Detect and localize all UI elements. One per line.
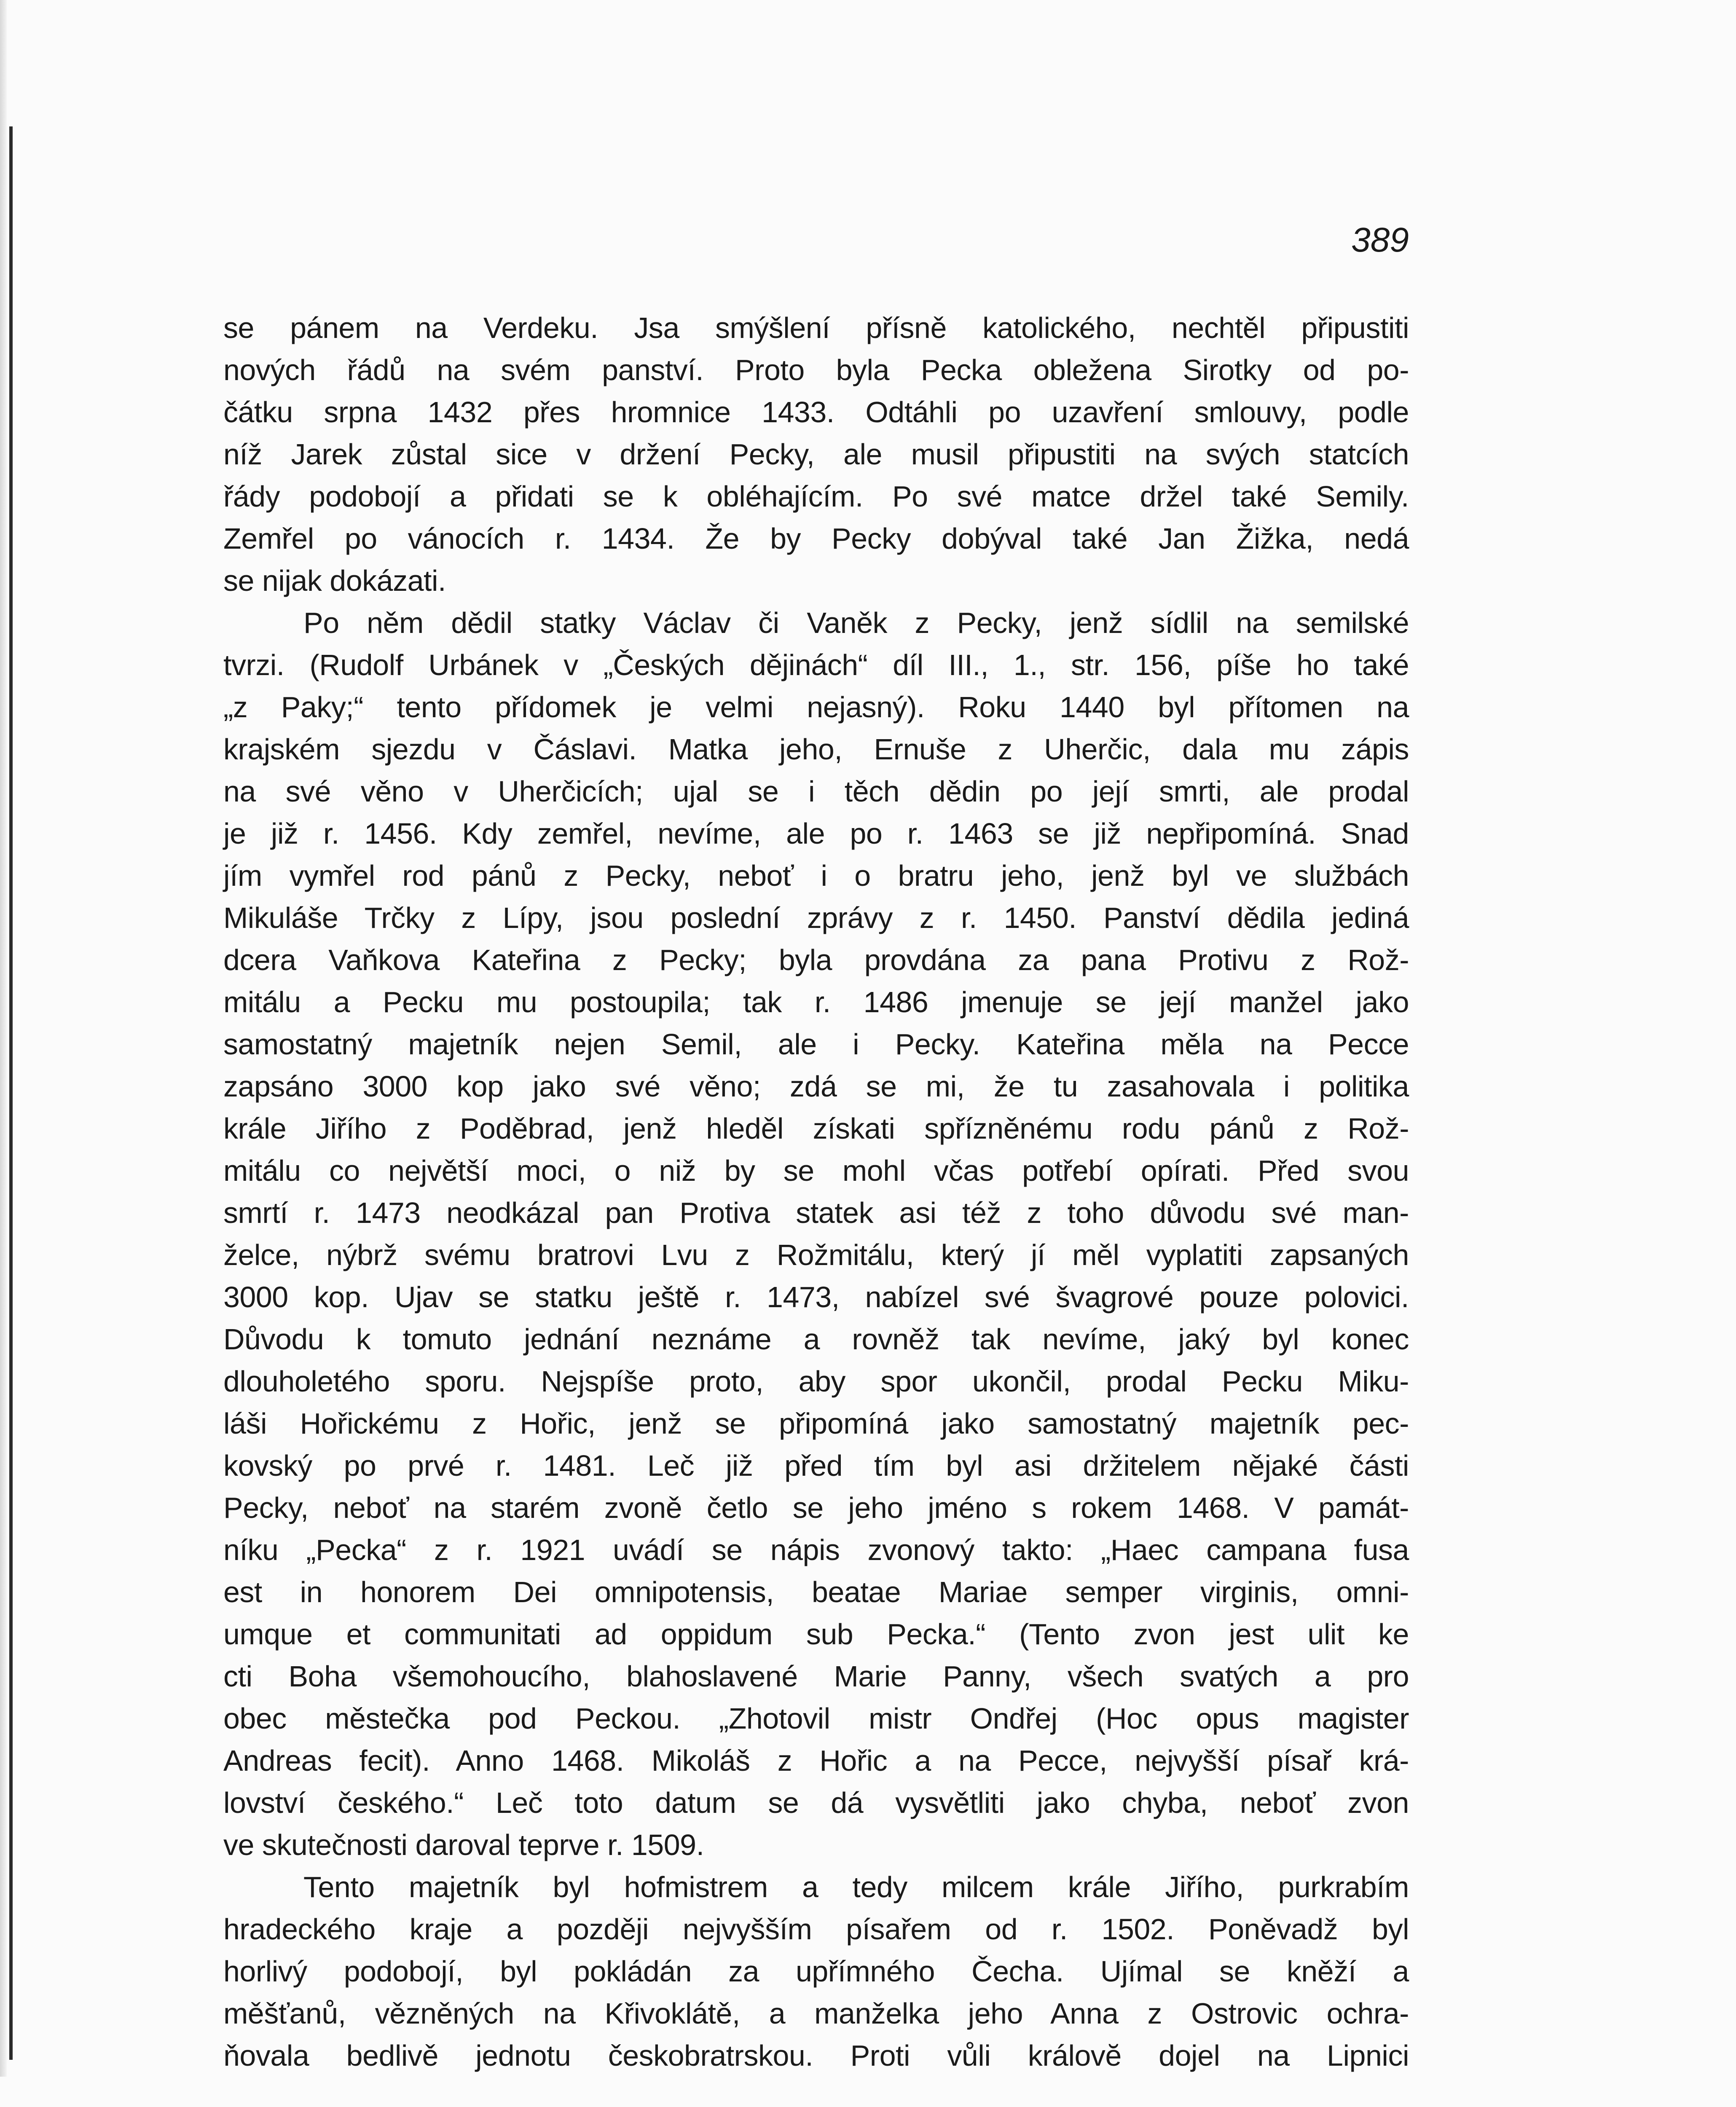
text-line: dcera Vaňkova Kateřina z Pecky; byla provdána za pana Protivu z Rož- xyxy=(223,944,1409,976)
text-line: mitálu co největší moci, o niž by se mohl včas potřebí opírati. Před svou xyxy=(223,1154,1409,1187)
text-line: je již r. 1456. Kdy zemřel, nevíme, ale po r. 1463 se již nepřipomíná. Snad xyxy=(223,817,1409,850)
text-line: ňovala bedlivě jednotu českobratrskou. Proti vůli královĕ dojel na Lipnici xyxy=(223,2039,1409,2072)
binding-edge xyxy=(9,126,13,2060)
text-line: obec městečka pod Peckou. „Zhotovil mistr Ondřej (Hoc opus magister xyxy=(223,1702,1409,1735)
text-line: horlivý podobojí, byl pokládán za upřímného Čecha. Ujímal se kněží a xyxy=(223,1955,1409,1988)
body-text xyxy=(223,0,1409,2077)
text-line: níž Jarek zůstal sice v držení Pecky, ale musil připustiti na svých statcích xyxy=(223,438,1409,471)
text-line: hradeckého kraje a později nejvyšším písařem od r. 1502. Poněvadž byl xyxy=(223,1913,1409,1946)
text-line: se nijak dokázati. xyxy=(223,564,446,597)
text-line: měšťanů, vězněných na Křivoklátě, a manželka jeho Anna z Ostrovic ochra- xyxy=(223,1997,1409,2030)
text-line: krajském sjezdu v Čáslavi. Matka jeho, Ernuše z Uherčic, dala mu zápis xyxy=(223,733,1409,766)
text-line: Andreas fecit). Anno 1468. Mikoláš z Hořic a na Pecce, nejvyšší písař krá- xyxy=(223,1744,1409,1777)
page-number: 389 xyxy=(1351,221,1409,259)
paragraph xyxy=(223,1866,1409,2077)
text-line: Tento majetník byl hofmistrem a tedy milcem krále Jiřího, purkrabím xyxy=(303,1871,1409,1903)
paragraph xyxy=(223,602,1409,1866)
text-line: Pecky, neboť na starém zvoně četlo se jeho jméno s rokem 1468. V památ- xyxy=(223,1491,1409,1524)
text-line: níku „Pecka“ z r. 1921 uvádí se nápis zvonový takto: „Haec campana fusa xyxy=(223,1533,1409,1566)
text-line: mitálu a Pecku mu postoupila; tak r. 1486 jmenuje se její manžel jako xyxy=(223,986,1409,1019)
text-line: želce, nýbrž svému bratrovi Lvu z Rožmitálu, který jí měl vyplatiti zapsaných xyxy=(223,1238,1409,1271)
text-line: řády podobojí a přidati se k obléhajícím. Po své matce držel také Semily. xyxy=(223,480,1409,513)
text-line: Zemřel po vánocích r. 1434. Že by Pecky dobýval také Jan Žižka, nedá xyxy=(223,522,1409,555)
text-line: „z Paky;“ tento přídomek je velmi nejasný). Roku 1440 byl přítomen na xyxy=(223,691,1409,724)
page-edge xyxy=(0,0,7,2077)
text-line: samostatný majetník nejen Semil, ale i Pecky. Kateřina měla na Pecce xyxy=(223,1028,1409,1061)
text-line: Po něm dědil statky Václav či Vaněk z Pecky, jenž sídlil na semilské xyxy=(303,606,1409,639)
text-line: na své věno v Uherčicích; ujal se i těch dědin po její smrti, ale prodal xyxy=(223,775,1409,808)
text-line: láši Hořickému z Hořic, jenž se připomíná jako samostatný majetník pec- xyxy=(223,1407,1409,1440)
text-line: kovský po prvé r. 1481. Leč již před tím byl asi držitelem nějaké části xyxy=(223,1449,1409,1482)
text-line: 3000 kop. Ujav se statku ještě r. 1473, nabízel své švagrové pouze polovici. xyxy=(223,1281,1409,1314)
text-line: Důvodu k tomuto jednání neznáme a rovněž tak nevíme, jaký byl konec xyxy=(223,1323,1409,1356)
text-line: tvrzi. (Rudolf Urbánek v „Českých dějinách“ díl III., 1., str. 156, píše ho také xyxy=(223,649,1409,681)
text-line: jím vymřel rod pánů z Pecky, neboť i o bratru jeho, jenž byl ve službách xyxy=(223,859,1409,892)
text-line: dlouholetého sporu. Nejspíše proto, aby spor ukončil, prodal Pecku Miku- xyxy=(223,1365,1409,1398)
text-line: čátku srpna 1432 přes hromnice 1433. Odtáhli po uzavření smlouvy, podle xyxy=(223,396,1409,429)
text-line: nových řádů na svém panství. Proto byla Pecka obležena Sirotky od po- xyxy=(223,354,1409,386)
text-line: lovství českého.“ Leč toto datum se dá vysvětliti jako chyba, neboť zvon xyxy=(223,1786,1409,1819)
text-line: umque et communitati ad oppidum sub Pecka.“ (Tento zvon jest ulit ke xyxy=(223,1618,1409,1651)
text-line: se pánem na Verdeku. Jsa smýšlení přísně katolického, nechtěl připustiti xyxy=(223,311,1409,344)
text-line: zapsáno 3000 kop jako své věno; zdá se mi, že tu zasahovala i politika xyxy=(223,1070,1409,1103)
text-line: cti Boha všemohoucího, blahoslavené Marie Panny, všech svatých a pro xyxy=(223,1660,1409,1693)
paragraph xyxy=(223,307,1409,602)
text-line: krále Jiřího z Poděbrad, jenž hleděl získati spřízněnému rodu pánů z Rož- xyxy=(223,1112,1409,1145)
text-line: est in honorem Dei omnipotensis, beatae Mariae semper virginis, omni- xyxy=(223,1576,1409,1608)
text-line: Mikuláše Trčky z Lípy, jsou poslední zprávy z r. 1450. Panství dědila jediná xyxy=(223,901,1409,934)
text-line: smrtí r. 1473 neodkázal pan Protiva statek asi též z toho důvodu své man- xyxy=(223,1196,1409,1229)
text-line: ve skutečnosti daroval teprve r. 1509. xyxy=(223,1828,704,1861)
